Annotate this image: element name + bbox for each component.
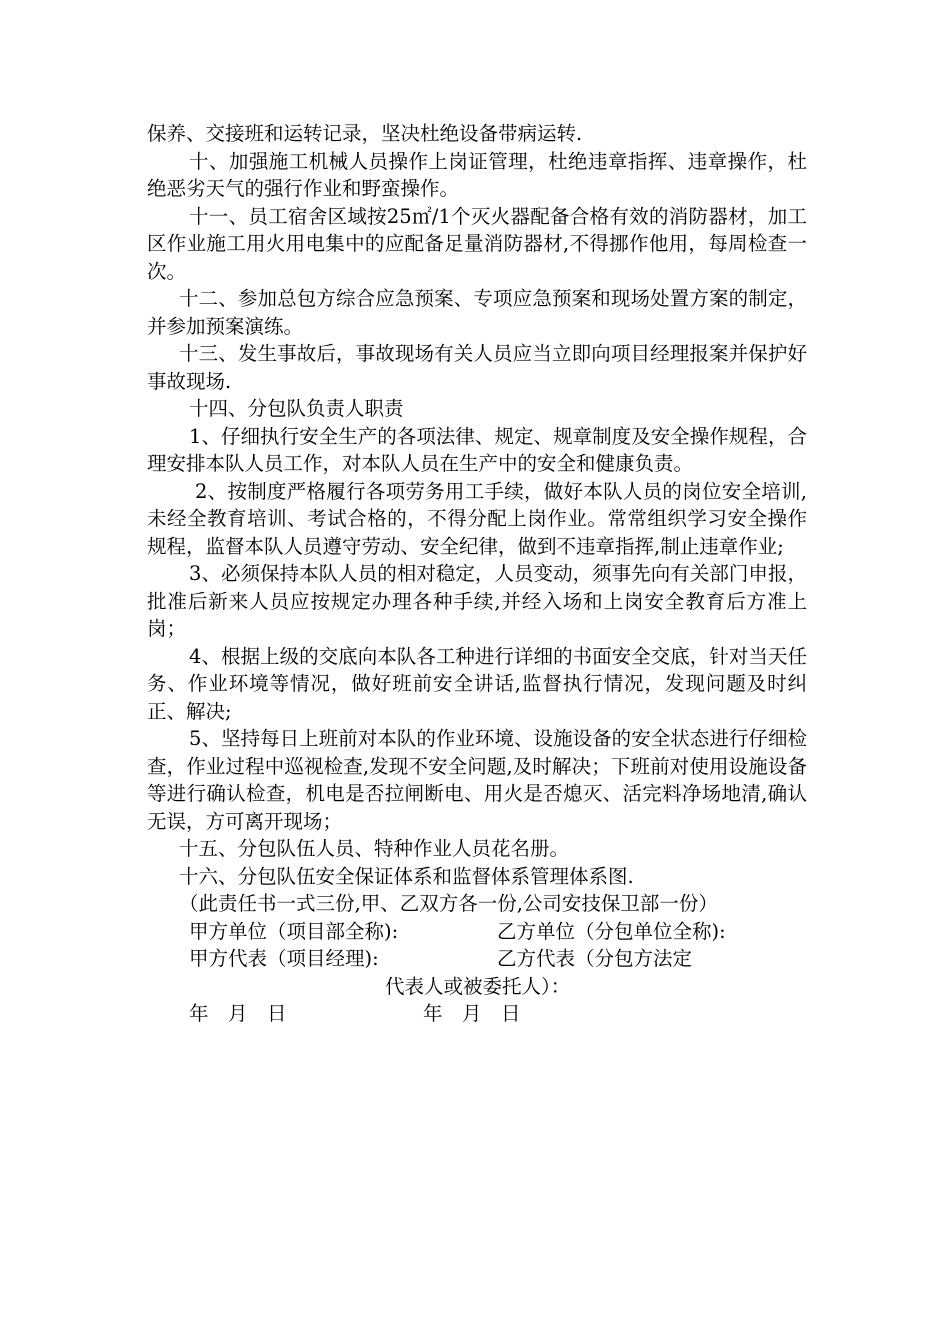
party-b-rep-label-cont: 代表人或被委托人）：: [385, 974, 571, 998]
paragraph: 1、仔细执行安全生产的各项法律、规定、规章制度及安全操作规程，合理安排本队人员工作，对本队人员在生产中的安全和健康负责。: [147, 424, 807, 475]
signature-row-unit: [147, 918, 807, 946]
party-b-unit-label: 乙方单位（分包单位全称):: [497, 919, 726, 943]
document-page: [147, 120, 807, 1028]
signature-row-rep: [147, 945, 807, 973]
paragraph: 2、按制度严格履行各项劳务用工手续，做好本队人员的岗位安全培训,未经全教育培训、考试合格的，不得分配上岗作业。常常组织学习安全操作规程，监督本队人员遵守劳动、安全纪律，做到不违章指挥,制止违章作业;: [147, 479, 807, 558]
paragraph: 十二、参加总包方综合应急预案、专项应急预案和现场处置方案的制定，并参加预案演练。: [147, 287, 807, 338]
party-b-date: 年 月 日: [423, 1002, 521, 1025]
signature-row-rep-cont: [147, 973, 807, 1001]
paragraph: 十一、员工宿舍区域按25㎡/1个灭火器配备合格有效的消防器材，加工区作业施工用火用电集中的应配备足量消防器材,不得挪作他用，每周检查一次。: [147, 204, 807, 283]
paragraph: 十三、发生事故后，事故现场有关人员应当立即向项目经理报案并保护好事故现场.: [147, 342, 807, 393]
paragraph: 十六、分包队伍安全保证体系和监督体系管理体系图.: [179, 864, 634, 888]
party-a-rep-label: 甲方代表（项目经理):: [189, 947, 379, 970]
party-a-unit-label: 甲方单位（项目部全称):: [189, 919, 399, 943]
signature-row-date: [147, 1000, 807, 1028]
paragraph: 十四、分包队负责人职责: [189, 397, 404, 420]
paragraph: 4、根据上级的交底向本队各工种进行详细的书面安全交底，针对当天任务、作业环境等情况，做好班前安全讲话,监督执行情况，发现问题及时纠正、解决;: [147, 644, 807, 723]
party-b-rep-label: 乙方代表（分包方法定: [497, 947, 693, 970]
paragraph: 5、坚持每日上班前对本队的作业环境、设施设备的安全状态进行仔细检查，作业过程中巡视检查,发现不安全问题,及时解决；下班前对使用设施设备等进行确认检查，机电是否拉闸断电、用火是否熄灭、活完料净场地清,确认无误，方可离开现场；: [147, 727, 807, 833]
paragraph-list: [147, 120, 807, 918]
party-a-date: 年 月 日: [189, 1002, 287, 1025]
paragraph: 十五、分包队伍人员、特种作业人员花名册。: [179, 837, 570, 860]
paragraph: 十、加强施工机械人员操作上岗证管理，杜绝违章指挥、违章操作，杜绝恶劣天气的强行作业和野蛮操作。: [147, 149, 807, 200]
paragraph: 保养、交接班和运转记录，坚决杜绝设备带病运转.: [147, 122, 583, 145]
paragraph: （此责任书一式三份,甲、乙双方各一份,公司安技保卫部一份）: [179, 892, 718, 915]
paragraph: 3、必须保持本队人员的相对稳定，人员变动，须事先向有关部门申报，批准后新来人员应按规定办理各种手续,并经入场和上岗安全教育后方准上岗；: [147, 562, 807, 640]
